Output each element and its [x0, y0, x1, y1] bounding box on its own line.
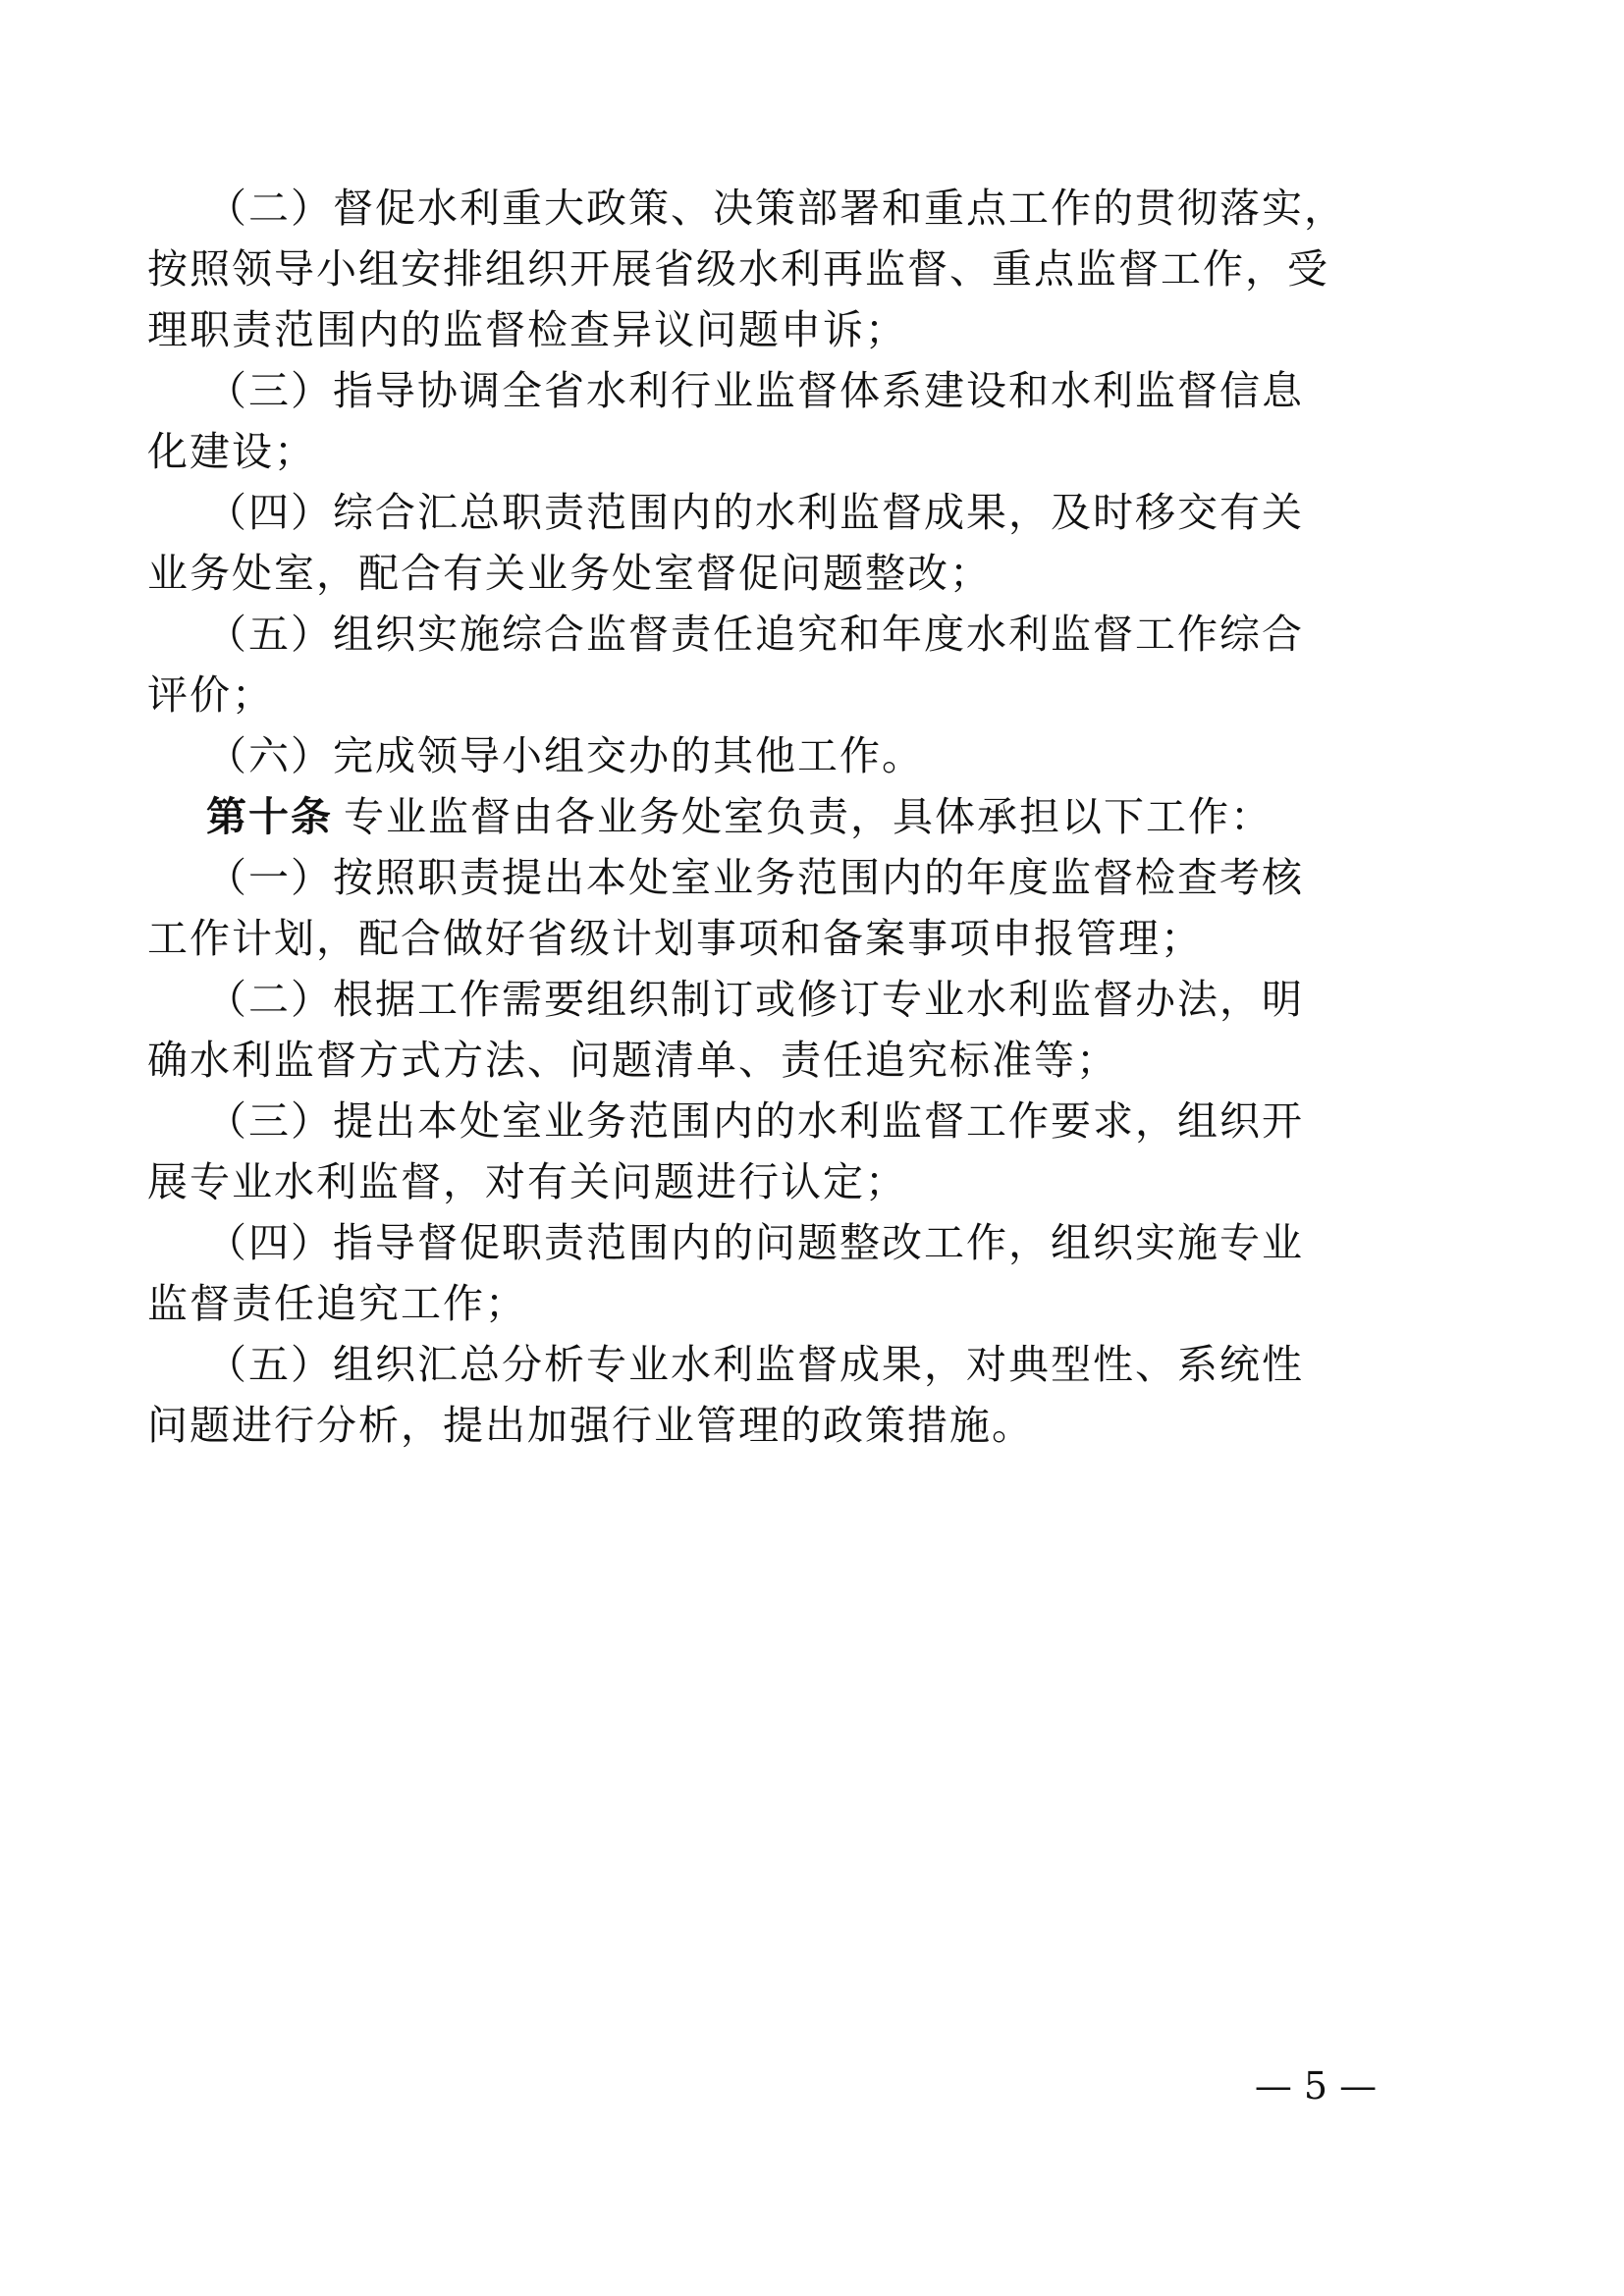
line-text: 理职责范围内的监督检查异议问题申诉； [147, 306, 907, 353]
article-label: 第十条 [206, 793, 333, 840]
page-number: — 5 — [1254, 2064, 1378, 2108]
line-text: （四）综合汇总职责范围内的水利监督成果，及时移交有关 [206, 489, 1304, 536]
line-text: 工作计划，配合做好省级计划事项和备案事项申报管理； [147, 915, 1203, 962]
line-text: 专业监督由各业务处室负责，具体承担以下工作： [344, 793, 1272, 840]
line-text: （一）按照职责提出本处室业务范围内的年度监督检查考核 [206, 854, 1304, 901]
paragraph-line [0, 1386, 1624, 1465]
line-text: （六）完成领导小组交办的其他工作。 [206, 732, 924, 779]
line-text: （四）指导督促职责范围内的问题整改工作，组织实施专业 [206, 1219, 1304, 1266]
line-text: 确水利监督方式方法、问题清单、责任追究标准等； [147, 1037, 1118, 1084]
line-text: （二）根据工作需要组织制订或修订专业水利监督办法，明 [206, 976, 1304, 1023]
line-text: （二）督促水利重大政策、决策部署和重点工作的贯彻落实， [206, 185, 1346, 232]
line-text: （五）组织实施综合监督责任追究和年度水利监督工作综合 [206, 611, 1304, 658]
line-text: （三）提出本处室业务范围内的水利监督工作要求，组织开 [206, 1097, 1304, 1145]
line-text: 问题进行分析，提出加强行业管理的政策措施。 [147, 1402, 1034, 1449]
line-text: 展专业水利监督，对有关问题进行认定； [147, 1158, 907, 1205]
line-text: 监督责任追究工作； [147, 1280, 527, 1327]
line-text: （三）指导协调全省水利行业监督体系建设和水利监督信息 [206, 367, 1304, 414]
line-text: 化建设； [147, 428, 316, 475]
line-text: 业务处室，配合有关业务处室督促问题整改； [147, 550, 992, 597]
line-text: 评价； [147, 671, 274, 719]
line-text: 按照领导小组安排组织开展省级水利再监督、重点监督工作，受 [147, 245, 1329, 293]
line-text: （五）组织汇总分析专业水利监督成果，对典型性、系统性 [206, 1341, 1304, 1388]
